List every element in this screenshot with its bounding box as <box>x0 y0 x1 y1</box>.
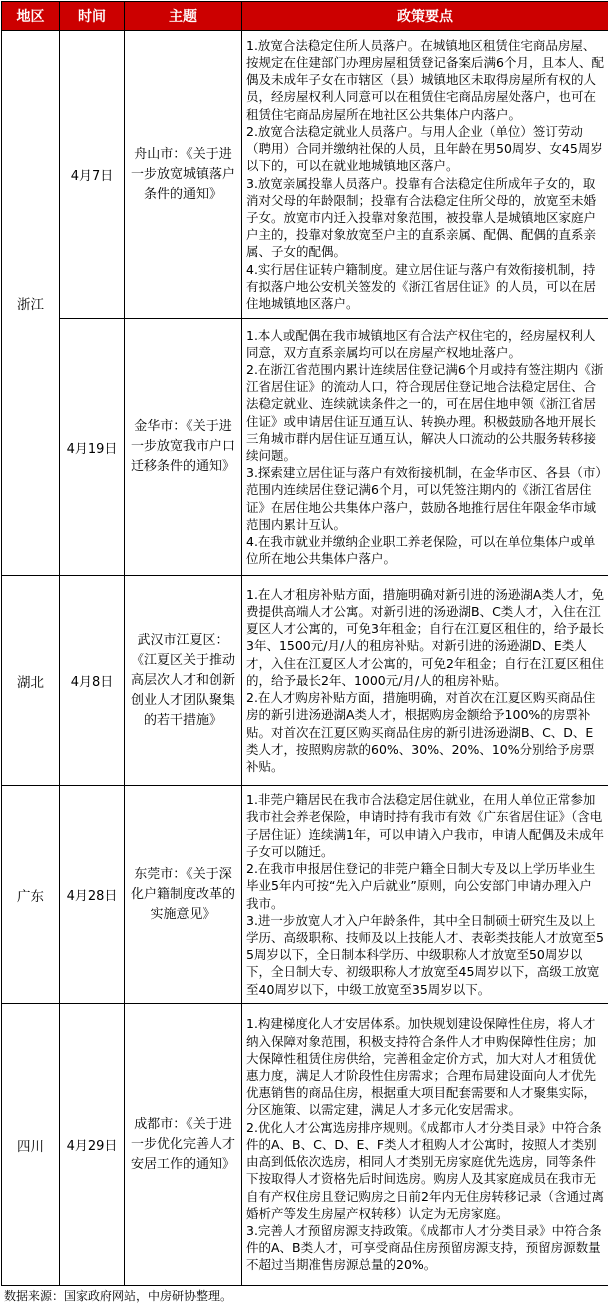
topic-cell: 武汉市江夏区：《江夏区关于推动高层次人才和创新创业人才团队聚集的若干措施》 <box>125 576 242 786</box>
data-source-note: 数据来源：国家政府网站，中房研协整理。 <box>0 1286 608 1304</box>
points-cell <box>242 1004 608 1286</box>
topic-cell: 金华市：《关于进一步放宽我市户口迁移条件的通知》 <box>125 319 242 576</box>
region-cell-guangdong: 广东 <box>2 786 60 1004</box>
header-date: 时间 <box>60 2 125 31</box>
policy-point: 3.完善人才预留房源支持政策。《成都市人才分类目录》中符合条件的A、B类人才，可享受商品住房预留房源支持，预留房源数量不超过当期准售房源总量的20%。 <box>246 1222 604 1274</box>
header-points: 政策要点 <box>242 2 608 31</box>
policy-table <box>1 1 608 1286</box>
policy-point: 2.放宽合法稳定就业人员落户。与用人企业（单位）签订劳动（聘用）合同并缴纳社保的人员，且年龄在男50周岁、女45周岁以下的，可以在就业地城镇地区落户。 <box>246 123 604 175</box>
table-row-wuhan-jiangxia <box>2 576 608 786</box>
date-cell: 4月8日 <box>60 576 125 786</box>
table-row-jinhua <box>2 319 608 576</box>
region-cell-hubei: 湖北 <box>2 576 60 786</box>
points-cell <box>242 786 608 1004</box>
policy-point: 2.在人才购房补贴方面，措施明确，对首次在江夏区购买商品住房的新引进汤逊湖A类人才，根据购房金额给予100%的房票补贴。对首次在江夏区购买商品住房的新引进汤逊湖B、C、D、E类人才，按照购房款的60%、30%、20%、10%分别给予房票补贴。 <box>246 689 604 775</box>
header-region: 地区 <box>2 2 60 31</box>
points-cell <box>242 31 608 319</box>
policy-point: 3.探索建立居住证与落户有效衔接机制，在金华市区、各县（市）范围内连续居住登记满6个月，可以凭签注期内的《浙江省居住证》在居住地公共集体户落户，鼓励各地推行居住年限金华市域范围内累计互认。 <box>246 464 604 533</box>
topic-cell: 成都市：《关于进一步优化完善人才安居工作的通知》 <box>125 1004 242 1286</box>
topic-cell: 舟山市：《关于进一步放宽城镇落户条件的通知》 <box>125 31 242 319</box>
policy-point: 4.实行居住证转户籍制度。建立居住证与落户有效衔接机制，持有拟落户地公安机关签发的《浙江省居住证》的人员，可以在居住地城镇地区落户。 <box>246 261 604 313</box>
region-cell-sichuan: 四川 <box>2 1004 60 1286</box>
policy-point: 1.放宽合法稳定住所人员落户。在城镇地区租赁住宅商品房屋、按规定在住建部门办理房屋租赁登记备案后满6个月，且本人、配偶及未成年子女在市辖区（县）城镇地区未取得房屋所有权的人员，经房屋权利人同意可以在租赁住宅商品房屋处落户，也可在租赁住宅商品房屋所在地社区公共集体户内落户。 <box>246 37 604 123</box>
table-row-zhoushan <box>2 31 608 319</box>
table-row-chengdu <box>2 1004 608 1286</box>
policy-point: 1.在人才租房补贴方面，措施明确对新引进的汤逊湖A类人才，免费提供高端人才公寓。对新引进的汤逊湖B、C类人才，入住在江夏区人才公寓的，可免3年租金；自行在江夏区租住的，给予最长3年、1500元/月/人的租房补贴。对新引进的汤逊湖D、E类人才，入住在江夏区人才公寓的，可免2年租金；自行在江夏区租住的，给予最长2年、1000元/月/人的租房补贴。 <box>246 586 604 689</box>
policy-point: 2.在浙江省范围内累计连续居住登记满6个月或持有签注期内《浙江省居住证》的流动人口，符合现居住登记地合法稳定居住、合法稳定就业、连续就读条件之一的，可在居住地申领《浙江省居住证》或申请居住证互通互认、转换办理。积极鼓励各地开展长三角城市群内居住证互通互认，解决人口流动的公共服务转移接续问题。 <box>246 361 604 464</box>
topic-cell: 东莞市：《关于深化户籍制度改革的实施意见》 <box>125 786 242 1004</box>
points-cell <box>242 576 608 786</box>
policy-point: 1.构建梯度化人才安居体系。加快规划建设保障性住房，将人才纳入保障对象范围，积极支持符合条件人才申购保障性住房；加大保障性租赁住房供给，完善租金定价方式，加大对人才租赁优惠力度，满足人才阶段性住房需求；合理布局建设面向人才优先优惠销售的商品住房，根据重大项目配套需要和人才聚集实际，分区施策、以需定建，满足人才多元化安居需求。 <box>246 1015 604 1118</box>
policy-table-document <box>0 1 608 1304</box>
date-cell: 4月28日 <box>60 786 125 1004</box>
policy-point: 1.非莞户籍居民在我市合法稳定居住就业，在用人单位正常参加我市社会养老保险，申请时持有我市有效《广东省居住证》（含电子居住证）连续满1年，可以申请入户我市，申请人配偶及未成年子女可以随迁。 <box>246 791 604 860</box>
region-cell-zhejiang: 浙江 <box>2 31 60 576</box>
date-cell: 4月7日 <box>60 31 125 319</box>
policy-point: 2.优化人才公寓选房排序规则。《成都市人才分类目录》中符合条件的A、B、C、D、E、F类人才租购人才公寓时，按照人才类别由高到低依次选房，相同人才类别无房家庭优先选房，同等条件下按取得人才资格先后时间选房。购房人及其家庭成员在我市无自有产权住房且登记购房之日前2年内无住房转移记录（含通过离婚析产等发生房屋产权转移）认定为无房家庭。 <box>246 1119 604 1222</box>
policy-point: 3.进一步放宽人才入户年龄条件，其中全日制硕士研究生及以上学历、高级职称、技师及以上技能人才、表彰类技能人才放宽至55周岁以下，全日制本科学历、中级职称人才放宽至50周岁以下，全日制大专、初级职称人才放宽至45周岁以下，高级工放宽至40周岁以下，中级工放宽至35周岁以下。 <box>246 912 604 998</box>
date-cell: 4月19日 <box>60 319 125 576</box>
policy-point: 2.在我市申报居住登记的非莞户籍全日制大专及以上学历毕业生毕业5年内可按“先入户后就业”原则，向公安部门申请办理入户我市。 <box>246 860 604 912</box>
table-row-dongguan <box>2 786 608 1004</box>
policy-point: 3.放宽亲属投靠人员落户。投靠有合法稳定住所成年子女的，取消对父母的年龄限制；投靠有合法稳定住所父母的，放宽至未婚子女。放宽市内迁入投靠对象范围，被投靠人是城镇地区家庭户户主的，投靠对象放宽至户主的直系亲属、配偶、配偶的直系亲属、子女的配偶。 <box>246 175 604 261</box>
points-cell <box>242 319 608 576</box>
header-topic: 主题 <box>125 2 242 31</box>
date-cell: 4月29日 <box>60 1004 125 1286</box>
table-header-row <box>2 2 608 31</box>
policy-point: 4.在我市就业并缴纳企业职工养老保险，可以在单位集体户或单位所在地公共集体户落户。 <box>246 533 604 567</box>
policy-point: 1.本人或配偶在我市城镇地区有合法产权住宅的，经房屋权利人同意，双方直系亲属均可以在房屋产权地址落户。 <box>246 327 604 361</box>
